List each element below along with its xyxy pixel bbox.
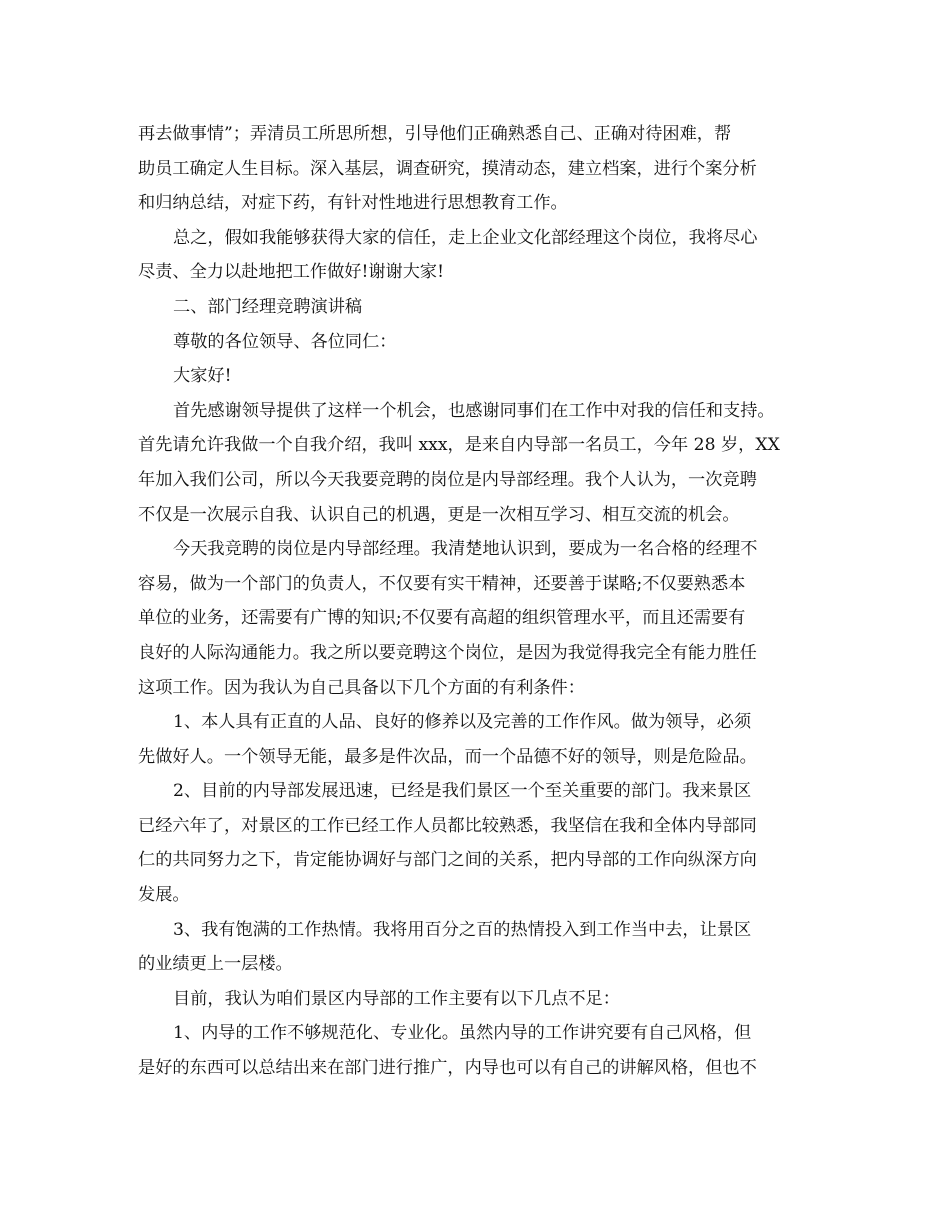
- text-line: 今天我竞聘的岗位是内导部经理。我清楚地认识到，要成为一名合格的经理不: [173, 539, 758, 560]
- text-line: 目前，我认为咱们景区内导部的工作主要有以下几点不足：: [173, 988, 620, 1009]
- text-line: 助员工确定人生目标。深入基层，调查研究，摸清动态，建立档案，进行个案分析: [138, 158, 757, 179]
- text-line: 年加入我们公司，所以今天我要竞聘的岗位是内导部经理。我个人认为，一次竞聘: [138, 469, 757, 490]
- text-line: 是好的东西可以总结出来在部门进行推广，内导也可以有自己的讲解风格，但也不: [138, 1058, 757, 1079]
- text-line: 首先请允许我做一个自我介绍，我叫 xxx，是来自内导部一名员工，今年 28 岁，XX: [138, 435, 780, 456]
- text-line: 和归纳总结，对症下药，有针对性地进行思想教育工作。: [138, 193, 568, 214]
- text-line: 首先感谢领导提供了这样一个机会，也感谢同事们在工作中对我的信任和支持。: [173, 400, 775, 421]
- text-line: 1、内导的工作不够规范化、专业化。虽然内导的工作讲究要有自己风格，但: [173, 1023, 752, 1044]
- text-line: 总之，假如我能够获得大家的信任，走上企业文化部经理这个岗位，我将尽心: [173, 227, 758, 248]
- text-line: 仁的共同努力之下，肯定能协调好与部门之间的关系，把内导部的工作向纵深方向: [138, 850, 757, 871]
- text-line: 这项工作。因为我认为自己具备以下几个方面的有利条件：: [138, 677, 585, 698]
- text-line: 容易，做为一个部门的负责人，不仅要有实干精神，还要善于谋略;不仅要熟悉本: [138, 573, 746, 594]
- text-line: 1、本人具有正直的人品、良好的修养以及完善的工作作风。做为领导，必须: [173, 712, 752, 733]
- text-line: 先做好人。一个领导无能，最多是件次品，而一个品德不好的领导，则是危险品。: [138, 746, 757, 767]
- text-line: 3、我有饱满的工作热情。我将用百分之百的热情投入到工作当中去，让景区: [173, 919, 752, 940]
- text-line: 已经六年了，对景区的工作已经工作人员都比较熟悉，我坚信在我和全体内导部同: [138, 815, 757, 836]
- text-line: 再去做事情”；弄清员工所思所想，引导他们正确熟悉自己、正确对待困难，帮: [138, 124, 732, 144]
- text-line: 尊敬的各位领导、各位同仁：: [173, 331, 397, 352]
- text-line: 的业绩更上一层楼。: [138, 954, 293, 975]
- text-line: 二、部门经理竞聘演讲稿: [173, 296, 363, 317]
- text-line: 发展。: [138, 885, 190, 906]
- text-line: 大家好!: [173, 366, 232, 387]
- text-line: 良好的人际沟通能力。我之所以要竞聘这个岗位，是因为我觉得我完全有能力胜任: [138, 642, 757, 663]
- text-line: 不仅是一次展示自我、认识自己的机遇，更是一次相互学习、相互交流的机会。: [138, 504, 740, 525]
- text-line: 单位的业务，还需要有广博的知识;不仅要有高超的组织管理水平，而且还需要有: [138, 608, 746, 629]
- text-line: 尽责、全力以赴地把工作做好!谢谢大家!: [138, 262, 445, 283]
- text-line: 2、目前的内导部发展迅速，已经是我们景区一个至关重要的部门。我来景区: [173, 781, 752, 802]
- document-page: [138, 117, 818, 1086]
